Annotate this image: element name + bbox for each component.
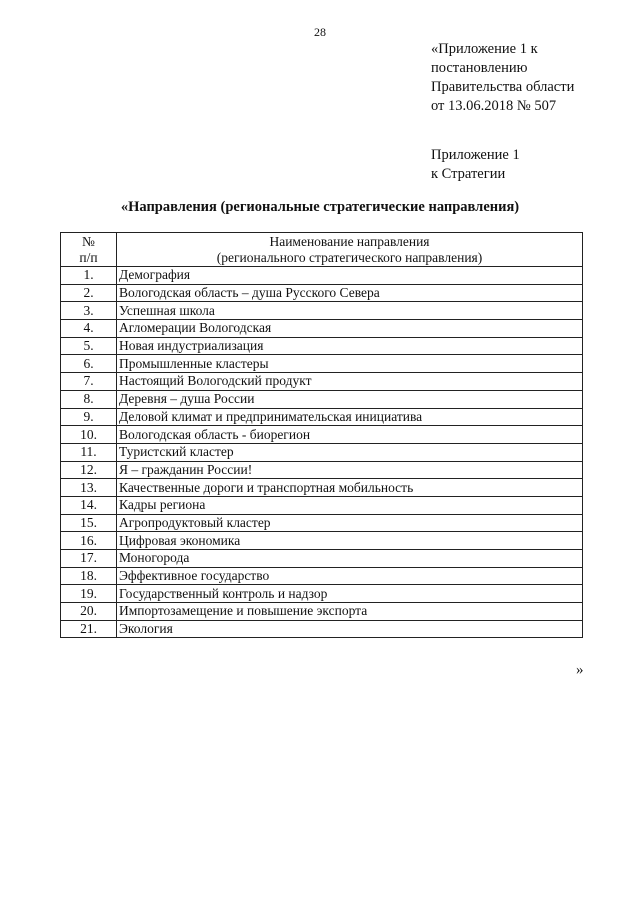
direction-name-cell: Промышленные кластеры [117, 355, 583, 373]
direction-name-cell: Новая индустриализация [117, 337, 583, 355]
row-number-cell: 19. [61, 585, 117, 603]
table-row [61, 567, 583, 585]
row-number-cell: 15. [61, 514, 117, 532]
direction-name-cell: Деловой климат и предпринимательская инициатива [117, 408, 583, 426]
table-row [61, 585, 583, 603]
directions-table [60, 232, 583, 638]
row-number-cell: 10. [61, 426, 117, 444]
row-number-cell: 20. [61, 603, 117, 621]
direction-name-cell: Кадры региона [117, 496, 583, 514]
table-row [61, 355, 583, 373]
direction-name-cell: Деревня – душа России [117, 390, 583, 408]
table-row [61, 532, 583, 550]
table-row [61, 496, 583, 514]
direction-name-cell: Демография [117, 267, 583, 285]
appendix-header-line: от 13.06.2018 № 507 [431, 98, 557, 114]
direction-name-cell: Успешная школа [117, 302, 583, 320]
direction-name-cell: Цифровая экономика [117, 532, 583, 550]
number-header-line: № [82, 233, 95, 249]
closing-quote: » [576, 662, 584, 678]
table-row [61, 461, 583, 479]
table-header-row [61, 233, 583, 267]
name-header-line: (регионального стратегического направления) [216, 249, 483, 265]
strategy-header-line: к Стратегии [431, 166, 506, 182]
table-row [61, 337, 583, 355]
page-number: 28 [314, 25, 326, 39]
table-body [61, 267, 583, 638]
row-number-cell: 3. [61, 302, 117, 320]
appendix-header [431, 40, 574, 116]
direction-name-cell: Государственный контроль и надзор [117, 585, 583, 603]
table-row [61, 390, 583, 408]
direction-name-cell: Настоящий Вологодский продукт [117, 373, 583, 391]
table-row [61, 302, 583, 320]
row-number-cell: 1. [61, 267, 117, 285]
direction-name-cell: Агропродуктовый кластер [117, 514, 583, 532]
direction-name-cell: Импортозамещение и повышение экспорта [117, 603, 583, 621]
row-number-cell: 13. [61, 479, 117, 497]
row-number-cell: 12. [61, 461, 117, 479]
row-number-cell: 2. [61, 284, 117, 302]
row-number-cell: 17. [61, 550, 117, 568]
table-row [61, 620, 583, 638]
direction-name-cell: Эффективное государство [117, 567, 583, 585]
row-number-cell: 18. [61, 567, 117, 585]
direction-name-cell: Вологодская область – душа Русского Севера [117, 284, 583, 302]
direction-name-cell: Я – гражданин России! [117, 461, 583, 479]
strategy-header [431, 146, 520, 184]
direction-name-cell: Экология [117, 620, 583, 638]
table-row [61, 408, 583, 426]
row-number-cell: 8. [61, 390, 117, 408]
table-row [61, 373, 583, 391]
table-row [61, 320, 583, 338]
row-number-cell: 6. [61, 355, 117, 373]
table-row [61, 267, 583, 285]
name-header-line: Наименование направления [269, 233, 430, 249]
table-row [61, 443, 583, 461]
table-row [61, 550, 583, 568]
number-header-line: п/п [79, 249, 98, 265]
row-number-cell: 4. [61, 320, 117, 338]
row-number-cell: 5. [61, 337, 117, 355]
table-row [61, 603, 583, 621]
row-number-cell: 21. [61, 620, 117, 638]
row-number-cell: 14. [61, 496, 117, 514]
direction-name-cell: Моногорода [117, 550, 583, 568]
appendix-header-line: постановлению [431, 60, 528, 76]
strategy-header-line: Приложение 1 [431, 147, 520, 163]
direction-name-cell: Туристский кластер [117, 443, 583, 461]
table-row [61, 426, 583, 444]
number-column-header [61, 233, 117, 267]
row-number-cell: 7. [61, 373, 117, 391]
table-row [61, 514, 583, 532]
table-row [61, 479, 583, 497]
appendix-header-line: Правительства области [431, 79, 575, 95]
direction-name-cell: Агломерации Вологодская [117, 320, 583, 338]
appendix-header-line: «Приложение 1 к [431, 41, 538, 57]
name-column-header [117, 233, 583, 267]
table-row [61, 284, 583, 302]
row-number-cell: 9. [61, 408, 117, 426]
direction-name-cell: Качественные дороги и транспортная мобильность [117, 479, 583, 497]
direction-name-cell: Вологодская область - биорегион [117, 426, 583, 444]
document-title: «Направления (региональные стратегические направления) [120, 199, 520, 215]
row-number-cell: 11. [61, 443, 117, 461]
row-number-cell: 16. [61, 532, 117, 550]
